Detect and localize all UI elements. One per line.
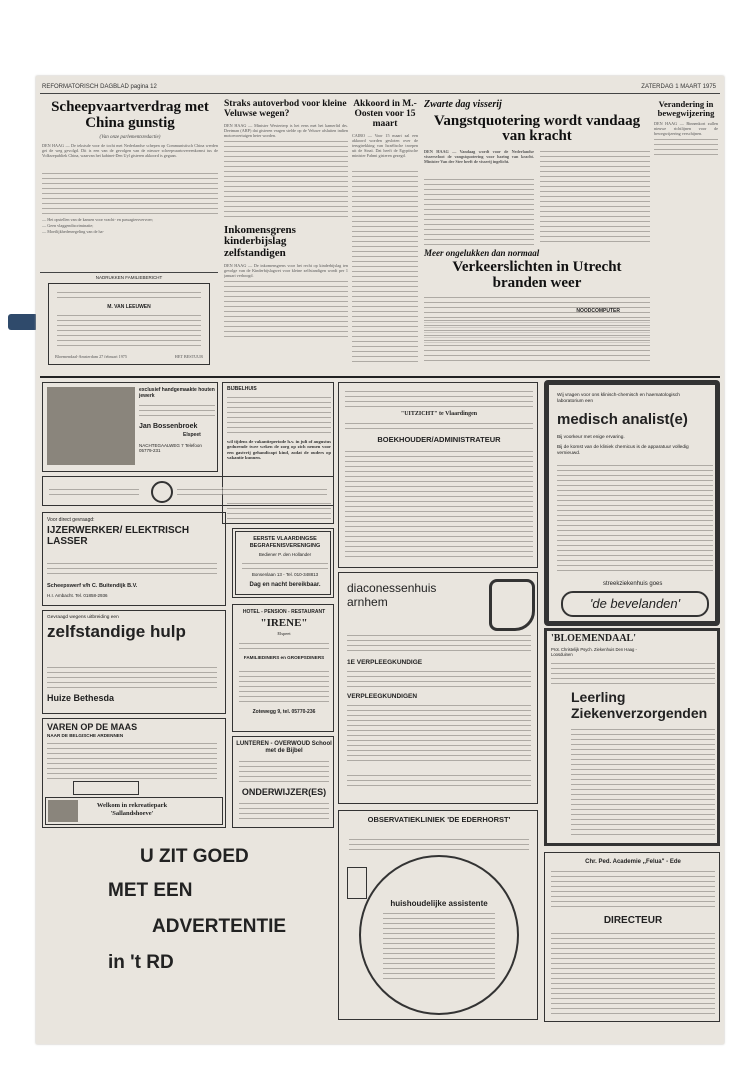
article-lead: DEN HAAG — Vandaag wordt voor de Nederlandse vissersvloot de vangstquotering voor haring van kracht. Minister Van der Stee heeft de visserij ingelicht. (424, 149, 534, 165)
ad-lines (239, 759, 329, 783)
ad-lines-2 (345, 421, 533, 429)
ad-lines (551, 869, 715, 911)
ad-role-2: VERPLEEGKUNDIGEN (347, 693, 418, 700)
ad-logo (347, 867, 367, 899)
ad-varen-maas (42, 718, 226, 828)
ad-zelfstandige-hulp (42, 610, 226, 714)
family-notice (40, 272, 218, 369)
ad-title: VAREN OP DE MAAS (47, 722, 138, 732)
ad-role: huishoudelijke assistente (390, 899, 488, 908)
ad-sub: Prot. Christelijk Psych. Ziekenhuis Den Haag - Loosduinen (551, 647, 637, 657)
ad-lines (47, 741, 217, 779)
article-title: Verandering in bewegwijzering (657, 99, 715, 118)
ad-place: H.I. Ambacht. Tel. 01858-2936 (47, 593, 108, 598)
ad-lines (139, 403, 215, 417)
ad-lines-2 (347, 669, 531, 689)
ad-lines (242, 561, 328, 569)
ad-lines (345, 389, 533, 407)
ad-lunteren (232, 736, 334, 828)
ad-furniture (42, 382, 218, 472)
ad-name: 'BLOEMENDAAL' (551, 633, 637, 644)
ad-lines (239, 641, 329, 651)
ad-sub: NAAR DE BELGISCHE ARDENNEN (47, 733, 124, 738)
ad-title: LUNTEREN - OVERWOUD School met de Bijbel (236, 741, 332, 754)
noodcomputer-title: NOODCOMPUTER (576, 308, 620, 314)
article-body-lines (654, 137, 718, 159)
ad-company: Scheepswerf v/h C. Buitendijk B.V. (47, 583, 138, 589)
ad-lines-2 (551, 931, 715, 1015)
article-lead: DEN HAAG — De tekstsde voor de tocht met Nederlandse schepen op Communistisch China werden gei de weg gevolgd. Dit is een van de gevolgen van de nieuwe scheepvaartovereenkomst tus de Volksrepubliek China, waarvan het kabinet-Den Uyl gisteren akkoord is gegaan. (42, 142, 218, 158)
article-body-lines (352, 169, 418, 365)
article-title-2: Inkomensgrens kinderbijslag zelfstandigen (224, 223, 296, 260)
article-title: Akkoord in M.-Oosten voor 15 maart (353, 99, 417, 129)
ad-item-2: Bij de komst van de kliniek chemicus is de apparatuur volledig vernieuwd. (557, 445, 689, 456)
ad-lines (227, 395, 331, 435)
ad-phone: NACHTEGAALWEG 7 Telefoon 05779-231 (139, 443, 202, 453)
ad-kicker: Voor direct gevraagd: (47, 517, 95, 523)
ad-lines (557, 463, 713, 573)
ad-ijzerwerker (42, 512, 226, 606)
ad-text: wil tijdens de vakantieperiode h.v. in juli of augustus gedurende twee weken de zorg op zich nemen voor een gastvrij gehandicapt kind, zodat de ouders op vakantie kunnen. (227, 439, 331, 461)
promo-line-4: in 't RD (108, 952, 174, 973)
ad-hotel-irene (232, 604, 334, 732)
ad-lines-3 (347, 703, 531, 763)
ad-lines-2 (239, 801, 329, 823)
strip-lines (49, 487, 139, 495)
ad-lines-3 (345, 449, 533, 559)
promo-line-2: MET EEN (108, 880, 193, 901)
ship-photo (48, 800, 78, 822)
bullet-3: — Moeilijkhedenregeling van de ha- (42, 228, 104, 234)
notice-name: M. VAN LEEUWEN (107, 304, 151, 310)
ad-lines-2 (571, 727, 715, 839)
ad-intro: Wij vragen voor ons klinisch-chemisch en haematologisch laboratorium een (557, 393, 680, 404)
ad-role: medisch analist(e) (557, 411, 688, 428)
ad-uitzicht (338, 382, 538, 568)
article-middle-east (352, 100, 418, 368)
ad-address: Bonsenlaan 13 - Tel. 010-348813 (251, 572, 319, 577)
ad-role: zelfstandige hulp (47, 622, 186, 641)
ad-org: "UITZICHT" te Vlaardingen (400, 411, 478, 417)
binder-clip (8, 314, 38, 330)
ad-name: Jan Bossenbroek (139, 423, 198, 430)
ad-role: ONDERWIJZER(ES) (241, 787, 327, 797)
ad-observatiekliniek (338, 810, 538, 1020)
ad-lines (551, 661, 715, 685)
page-header-right: ZATERDAG 1 MAART 1975 (641, 84, 716, 90)
article-body-lines (424, 177, 534, 245)
page-header-left: REFORMATORISCH DAGBLAD pagina 12 (42, 84, 157, 90)
ad-place: Elspeet (277, 631, 291, 636)
ad-title: BIJBELHUIS (227, 386, 257, 392)
ad-place: Elspeet (183, 432, 201, 438)
ad-lines-2 (383, 911, 495, 983)
ad-name: "IRENE" (260, 617, 308, 629)
ad-title: diaconessenhuis arnhem (347, 581, 437, 609)
article-lead: CAIRO — Voor 15 maart zal een akkoord worden gesloten over de terugtrekking van Israëlische troepen uit de Sinaï. Dat heeft de Egyptische minister Fahmi gisteren gezegd. (352, 132, 418, 159)
ad-title: HOTEL - PENSION - RESTAURANT (242, 609, 326, 615)
family-notice-box (48, 283, 210, 365)
article-lead: DEN HAAG — Binnenkort zullen nieuwe richtlijnen voor de bewegwijzering verschijnen. (654, 120, 718, 137)
ad-felua (544, 852, 720, 1022)
ad-title: OBSERVATIEKLINIEK 'DE EDERHORST' (367, 815, 511, 824)
ad-title: Chr. Ped. Academie ,,Felua" - Ede (585, 859, 681, 865)
ad-role: IJZERWERKER/ ELEKTRISCH LASSER (47, 525, 190, 547)
strip-logo (151, 481, 173, 503)
article-fishing (424, 100, 650, 372)
ad-badge (73, 781, 139, 795)
newspaper-page (36, 76, 724, 1044)
notice-lines-2 (57, 313, 201, 347)
ad-lines-2 (239, 669, 329, 703)
ad-role: BOEKHOUDER/ADMINISTRATEUR (377, 435, 501, 444)
ship-banner (45, 797, 223, 825)
brand-prefix: streekziekenhuis goes (603, 581, 663, 587)
ad-diaconessenhuis (338, 572, 538, 804)
ad-kicker: Gevraagd wegens uitbreiding een (47, 615, 119, 620)
ad-address: Zotewegg 9, tel. 05770-236 (252, 709, 316, 715)
article-kicker: Zwarte dag visserij (424, 99, 502, 110)
ad-eerste-vlaardingse (232, 528, 334, 598)
article-body-lines-2 (224, 279, 348, 339)
ad-role: DIRECTEUR (603, 915, 663, 926)
article-title: Vangstquotering wordt vandaag van kracht (433, 112, 641, 145)
article-body-lines-2 (540, 149, 650, 245)
notice-signoff: HET BESTUUR (174, 354, 203, 359)
article-byline: (Van onze parlementsredactie) (99, 134, 161, 140)
strip-lines-2 (177, 487, 327, 495)
diaconessen-logo (489, 579, 535, 631)
ad-lines (47, 561, 217, 577)
ad-place: Huize Bethesda (47, 693, 115, 703)
article-kicker-2: Meer ongelukken dan normaal (424, 248, 540, 258)
ad-medisch-analist (544, 380, 720, 626)
ad-title: EERSTE VLAARDINGSE BEGRAFENISVERENIGING (249, 536, 321, 549)
bullet-2: — Geen vlaggendiscriminatie; (42, 222, 94, 228)
family-notice-title: NADRUKKEN FAMILIEBERICHT (95, 275, 163, 280)
notice-place: Bloemendaal-Amsterdam 27 februari 1975 (55, 354, 127, 359)
ad-role: Leerling Ziekenverzorgenden (571, 689, 708, 721)
ad-title: exclusief handgemaakte houten jewerk (139, 387, 215, 399)
brand-logo: 'de bevelanden' (561, 591, 709, 617)
ad-lines (349, 837, 529, 851)
ship-text: Welkom in rekreatiepark 'Sallandshoeve' (96, 802, 168, 817)
ad-lines-4 (347, 773, 531, 789)
article-body-lines (224, 139, 348, 221)
article-body-lines (42, 171, 218, 217)
ad-shipping-strip (42, 476, 334, 506)
ad-sub: Bediener P. den Hollander (258, 552, 312, 557)
article-title: Scheepvaartverdrag met China gunstig (51, 99, 209, 131)
ad-sub: FAMILIEDINERS en GROEPSDINERS (243, 655, 325, 660)
promo-block (56, 846, 332, 1026)
ad-bloemendaal (544, 628, 720, 846)
ad-lines (347, 633, 531, 655)
promo-line-3: ADVERTENTIE (152, 916, 287, 937)
article-body-lines-4 (424, 318, 650, 364)
article-signs (654, 100, 718, 220)
article-title-2: Verkeerslichten in Utrecht branden weer (452, 259, 622, 292)
ad-footer: Dag en nacht bereikbaar. (249, 582, 321, 588)
section-divider (40, 376, 720, 378)
ad-item-1: Bij voorkeur met enige ervaring. (557, 435, 625, 440)
article-lead-2: DEN HAAG — De inkomensgrens voor het recht op kinderbijslag ten gevolge van de Kinderbijslagwet voor kleine zelfstandigen wordt per 1 januari verhoogd. (224, 262, 348, 278)
article-lead: DEN HAAG — Minister Westerterp is het eens met het kamerlid drs. Deetman (ARP) dat gisteren vragen stelde op de Veluwe afsluiten indien motorvoertuigen heter worden. (224, 122, 348, 139)
article-veluwe (224, 100, 348, 368)
article-title: Straks autoverbod voor kleine Veluwse wegen? (224, 99, 347, 119)
promo-line-1: U ZIT GOED (140, 846, 249, 867)
ad-lines (47, 665, 217, 689)
bullet-1: — Het opstellen van de kansen voor vracht- en passagiersvervoer; (42, 216, 154, 222)
notice-lines (57, 290, 201, 302)
furniture-photo (47, 387, 135, 465)
ad-role: 1E VERPLEEGKUNDIGE (347, 659, 423, 666)
header-rule (40, 93, 720, 94)
